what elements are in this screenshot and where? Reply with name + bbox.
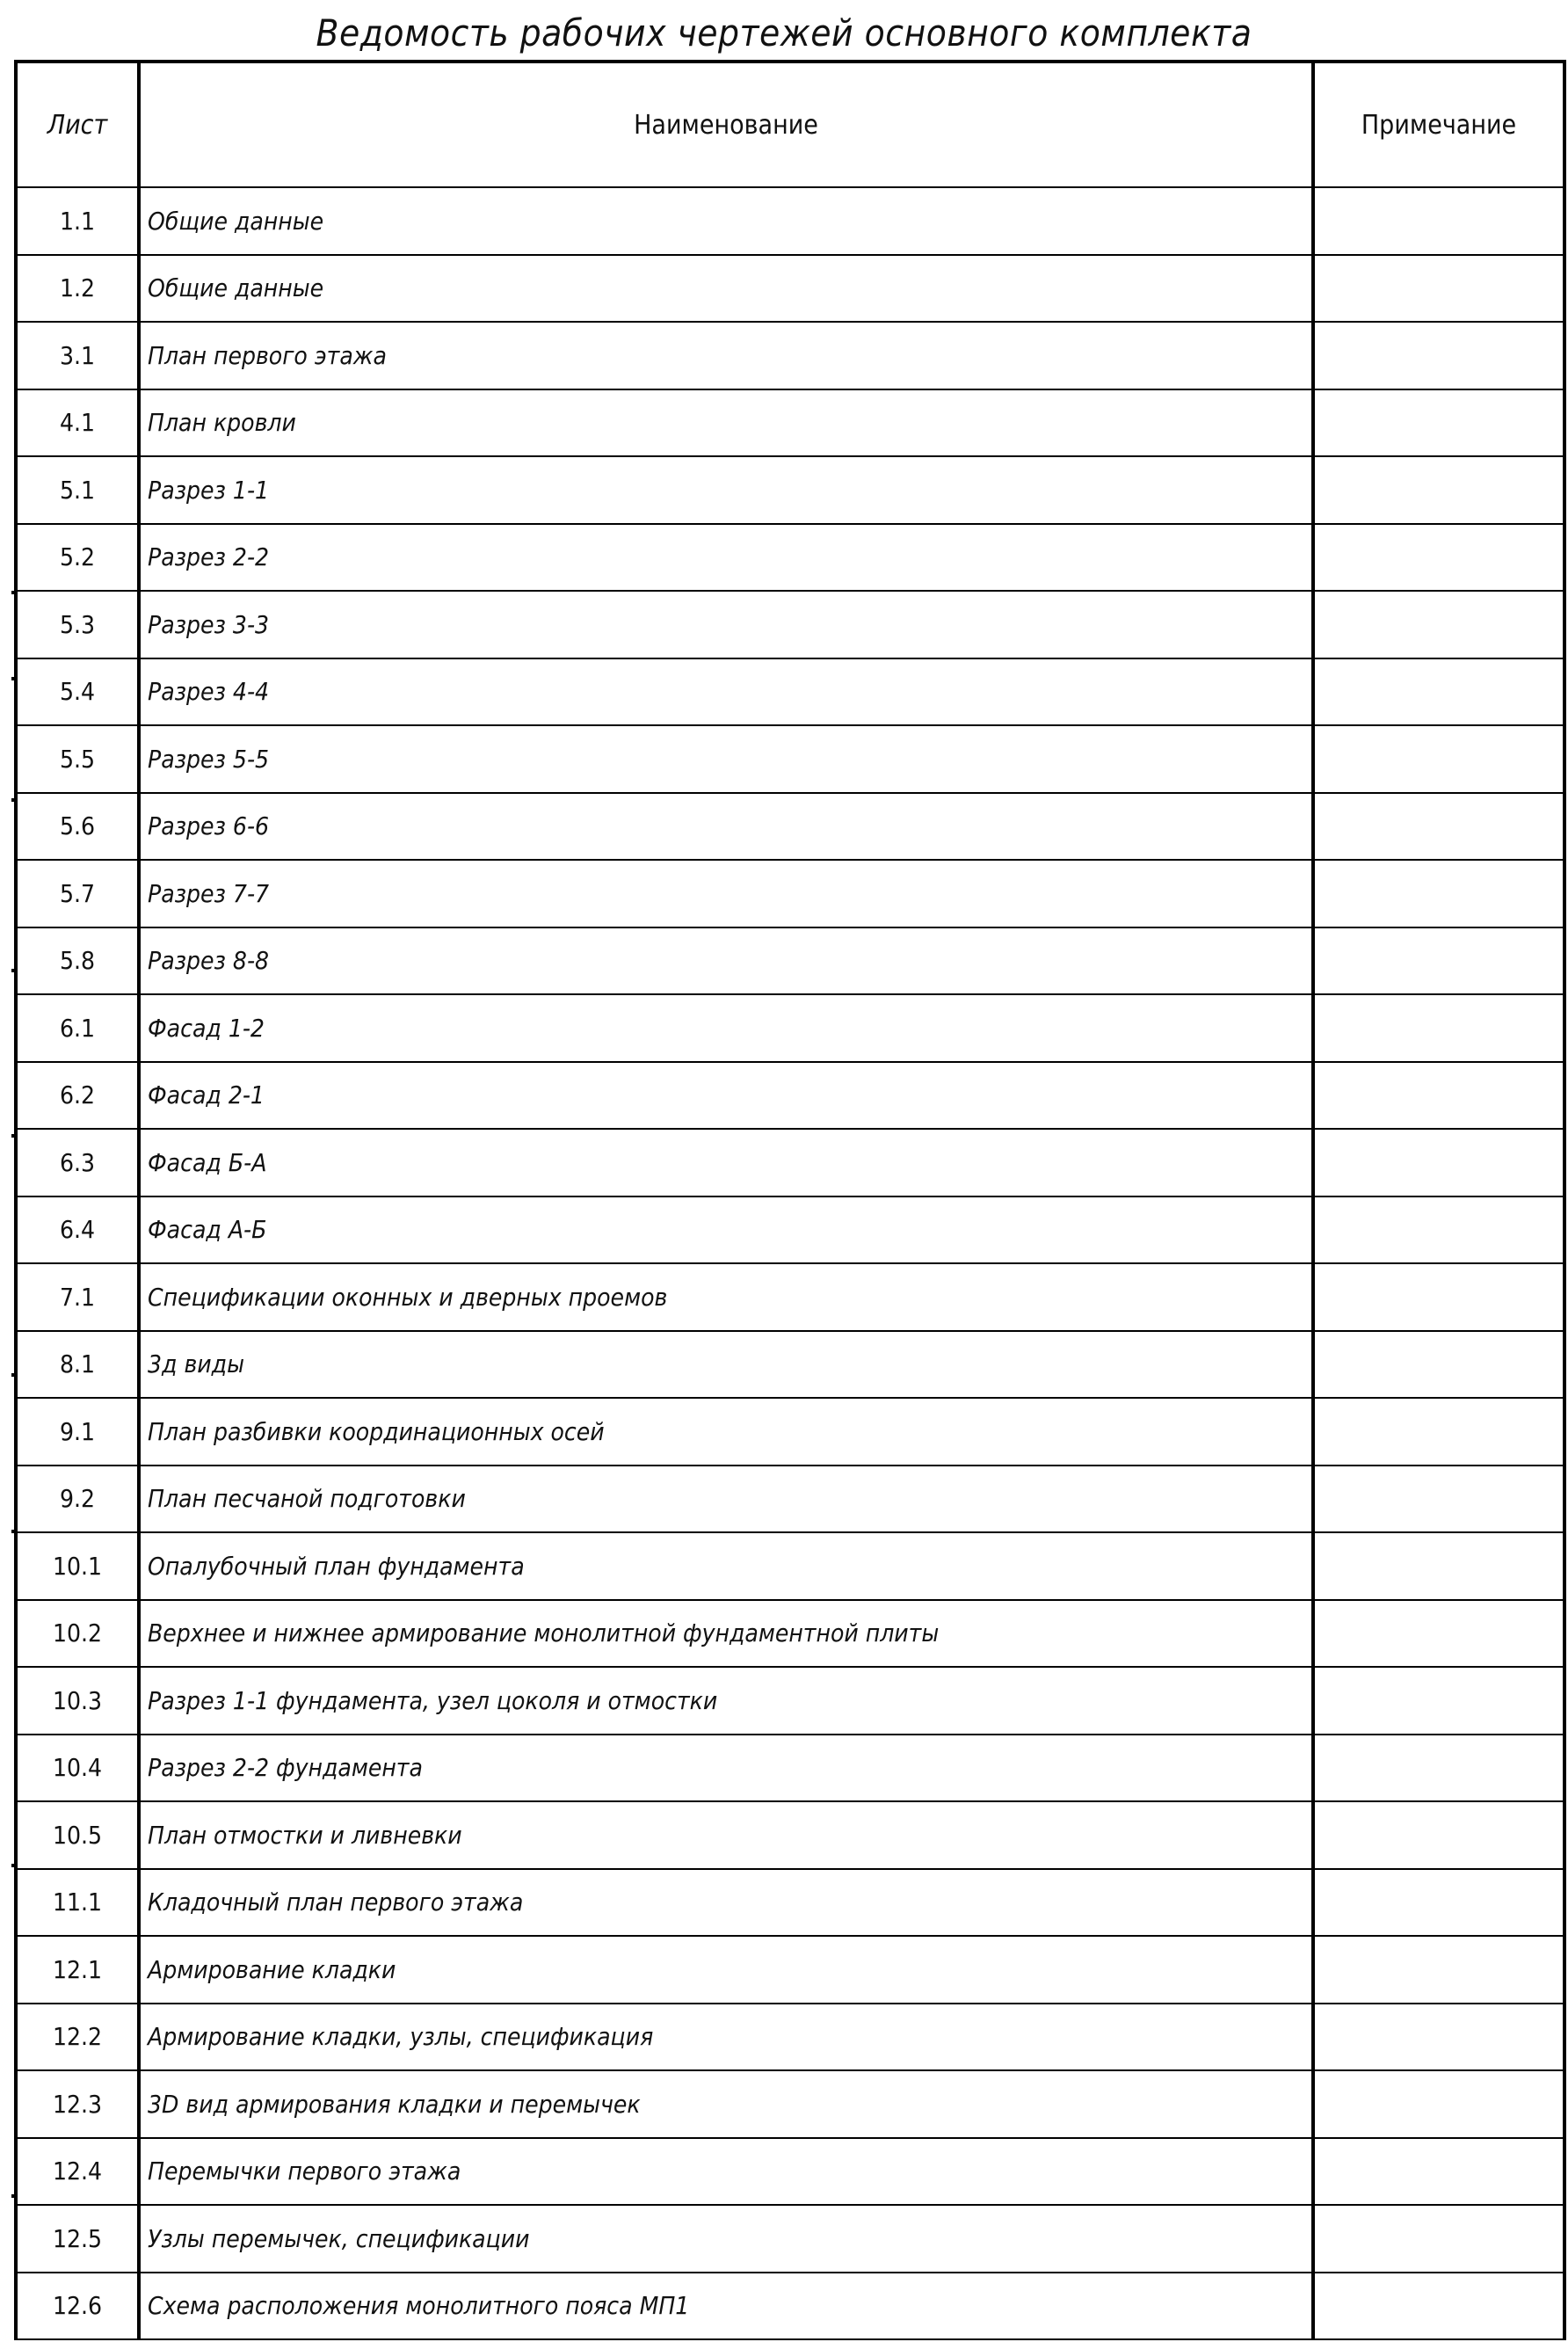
sheet-note [1313, 389, 1564, 457]
sheet-number: 10.5 [16, 1801, 139, 1869]
sheet-name: Перемычки первого этажа [139, 2138, 1313, 2206]
sheet-number: 5.4 [16, 658, 139, 726]
table-row [16, 1466, 1564, 1533]
table-row [16, 1936, 1564, 2004]
sheet-note [1313, 1936, 1564, 2004]
sheet-note [1313, 2004, 1564, 2071]
border-tick [11, 969, 16, 972]
sheet-name: Разрез 4-4 [139, 658, 1313, 726]
table-row [16, 456, 1564, 524]
table-row [16, 793, 1564, 861]
table-row [16, 2004, 1564, 2071]
sheet-number: 6.4 [16, 1196, 139, 1264]
sheet-note [1313, 1062, 1564, 1130]
table-row [16, 1600, 1564, 1668]
sheet-note [1313, 1667, 1564, 1735]
sheet-note [1313, 1735, 1564, 1802]
sheet-name: План первого этажа [139, 322, 1313, 389]
table-row [16, 1532, 1564, 1600]
border-tick [11, 1530, 16, 1533]
sheet-name: План отмостки и ливневки [139, 1801, 1313, 1869]
border-tick [11, 1373, 16, 1377]
sheet-number: 12.6 [16, 2273, 139, 2340]
table-row [16, 255, 1564, 323]
sheet-note [1313, 793, 1564, 861]
sheet-name: План кровли [139, 389, 1313, 457]
table-row [16, 2070, 1564, 2138]
sheet-number: 5.6 [16, 793, 139, 861]
sheet-note [1313, 1532, 1564, 1600]
sheet-number: 1.1 [16, 187, 139, 255]
sheet-name: Общие данные [139, 255, 1313, 323]
sheet-name: Разрез 6-6 [139, 793, 1313, 861]
sheet-name: Фасад А-Б [139, 1196, 1313, 1264]
sheet-note [1313, 1398, 1564, 1466]
sheet-number: 4.1 [16, 389, 139, 457]
sheet-name: Разрез 8-8 [139, 927, 1313, 995]
table-row [16, 1263, 1564, 1331]
sheet-number: 12.5 [16, 2205, 139, 2273]
sheet-number: 12.1 [16, 1936, 139, 2004]
sheet-number: 6.1 [16, 994, 139, 1062]
sheet-note [1313, 860, 1564, 927]
sheet-note [1313, 456, 1564, 524]
sheet-note [1313, 658, 1564, 726]
sheet-note [1313, 927, 1564, 995]
table-header-row [16, 62, 1564, 187]
table-row [16, 322, 1564, 389]
sheet-note [1313, 1600, 1564, 1668]
table-row [16, 1331, 1564, 1399]
table-row [16, 1398, 1564, 1466]
sheet-name: Разрез 3-3 [139, 591, 1313, 658]
table-row [16, 927, 1564, 995]
table-row [16, 591, 1564, 658]
sheet-number: 10.3 [16, 1667, 139, 1735]
table-row [16, 1062, 1564, 1130]
sheet-name: Схема расположения монолитного пояса МП1 [139, 2273, 1313, 2340]
sheet-number: 10.2 [16, 1600, 139, 1668]
sheet-number: 5.7 [16, 860, 139, 927]
drawings-register-table [14, 60, 1566, 2340]
table-row [16, 524, 1564, 592]
sheet-number: 5.2 [16, 524, 139, 592]
sheet-name: 3D вид армирования кладки и перемычек [139, 2070, 1313, 2138]
sheet-name: Разрез 1-1 [139, 456, 1313, 524]
sheet-note [1313, 524, 1564, 592]
sheet-number: 5.5 [16, 725, 139, 793]
border-tick [11, 2194, 16, 2198]
sheet-note [1313, 1196, 1564, 1264]
sheet-name: Фасад 2-1 [139, 1062, 1313, 1130]
table-row [16, 1196, 1564, 1264]
sheet-name: Фасад Б-А [139, 1129, 1313, 1196]
table-row [16, 2273, 1564, 2340]
table-row [16, 187, 1564, 255]
sheet-name: 3д виды [139, 1331, 1313, 1399]
sheet-number: 5.8 [16, 927, 139, 995]
table-row [16, 860, 1564, 927]
border-tick [11, 677, 16, 680]
sheet-note [1313, 1263, 1564, 1331]
sheet-note [1313, 1869, 1564, 1937]
sheet-note [1313, 2273, 1564, 2340]
sheet-note [1313, 1801, 1564, 1869]
column-header-name: Наименование [139, 62, 1313, 187]
sheet-number: 10.1 [16, 1532, 139, 1600]
sheet-note [1313, 725, 1564, 793]
sheet-note [1313, 187, 1564, 255]
sheet-number: 7.1 [16, 1263, 139, 1331]
border-tick [11, 591, 16, 594]
table-row [16, 725, 1564, 793]
sheet-number: 12.4 [16, 2138, 139, 2206]
table-row [16, 1735, 1564, 1802]
sheet-note [1313, 591, 1564, 658]
sheet-name: Разрез 5-5 [139, 725, 1313, 793]
sheet-number: 6.2 [16, 1062, 139, 1130]
sheet-note [1313, 322, 1564, 389]
sheet-number: 9.2 [16, 1466, 139, 1533]
sheet-note [1313, 255, 1564, 323]
sheet-note [1313, 994, 1564, 1062]
sheet-number: 3.1 [16, 322, 139, 389]
sheet-name: План песчаной подготовки [139, 1466, 1313, 1533]
table-row [16, 1129, 1564, 1196]
table-row [16, 389, 1564, 457]
document-title: Ведомость рабочих чертежей основного комплекта [316, 11, 1252, 55]
sheet-note [1313, 1331, 1564, 1399]
border-tick [11, 1864, 16, 1867]
sheet-name: Кладочный план первого этажа [139, 1869, 1313, 1937]
sheet-note [1313, 1466, 1564, 1533]
table-row [16, 2138, 1564, 2206]
sheet-name: Фасад 1-2 [139, 994, 1313, 1062]
sheet-note [1313, 2070, 1564, 2138]
sheet-number: 5.3 [16, 591, 139, 658]
sheet-name: Общие данные [139, 187, 1313, 255]
table-row [16, 658, 1564, 726]
border-tick [11, 798, 16, 802]
sheet-name: Спецификации оконных и дверных проемов [139, 1263, 1313, 1331]
sheet-number: 9.1 [16, 1398, 139, 1466]
sheet-name: Опалубочный план фундамента [139, 1532, 1313, 1600]
table-body [16, 187, 1564, 2339]
table-row [16, 1869, 1564, 1937]
table-row [16, 1801, 1564, 1869]
sheet-name: Разрез 2-2 фундамента [139, 1735, 1313, 1802]
sheet-number: 1.2 [16, 255, 139, 323]
sheet-number: 12.2 [16, 2004, 139, 2071]
column-header-sheet: Лист [16, 62, 139, 187]
sheet-number: 12.3 [16, 2070, 139, 2138]
sheet-number: 8.1 [16, 1331, 139, 1399]
sheet-number: 11.1 [16, 1869, 139, 1937]
sheet-number: 10.4 [16, 1735, 139, 1802]
sheet-name: Разрез 2-2 [139, 524, 1313, 592]
sheet-name: Узлы перемычек, спецификации [139, 2205, 1313, 2273]
sheet-name: Разрез 1-1 фундамента, узел цоколя и отмостки [139, 1667, 1313, 1735]
sheet-number: 6.3 [16, 1129, 139, 1196]
border-tick [11, 1134, 16, 1138]
sheet-name: Армирование кладки [139, 1936, 1313, 2004]
table-row [16, 2205, 1564, 2273]
sheet-name: Армирование кладки, узлы, спецификация [139, 2004, 1313, 2071]
sheet-note [1313, 1129, 1564, 1196]
sheet-note [1313, 2205, 1564, 2273]
column-header-note: Примечание [1313, 62, 1564, 187]
sheet-name: План разбивки координационных осей [139, 1398, 1313, 1466]
sheet-name: Верхнее и нижнее армирование монолитной фундаментной плиты [139, 1600, 1313, 1668]
sheet-note [1313, 2138, 1564, 2206]
table-row [16, 994, 1564, 1062]
table-row [16, 1667, 1564, 1735]
sheet-name: Разрез 7-7 [139, 860, 1313, 927]
sheet-number: 5.1 [16, 456, 139, 524]
